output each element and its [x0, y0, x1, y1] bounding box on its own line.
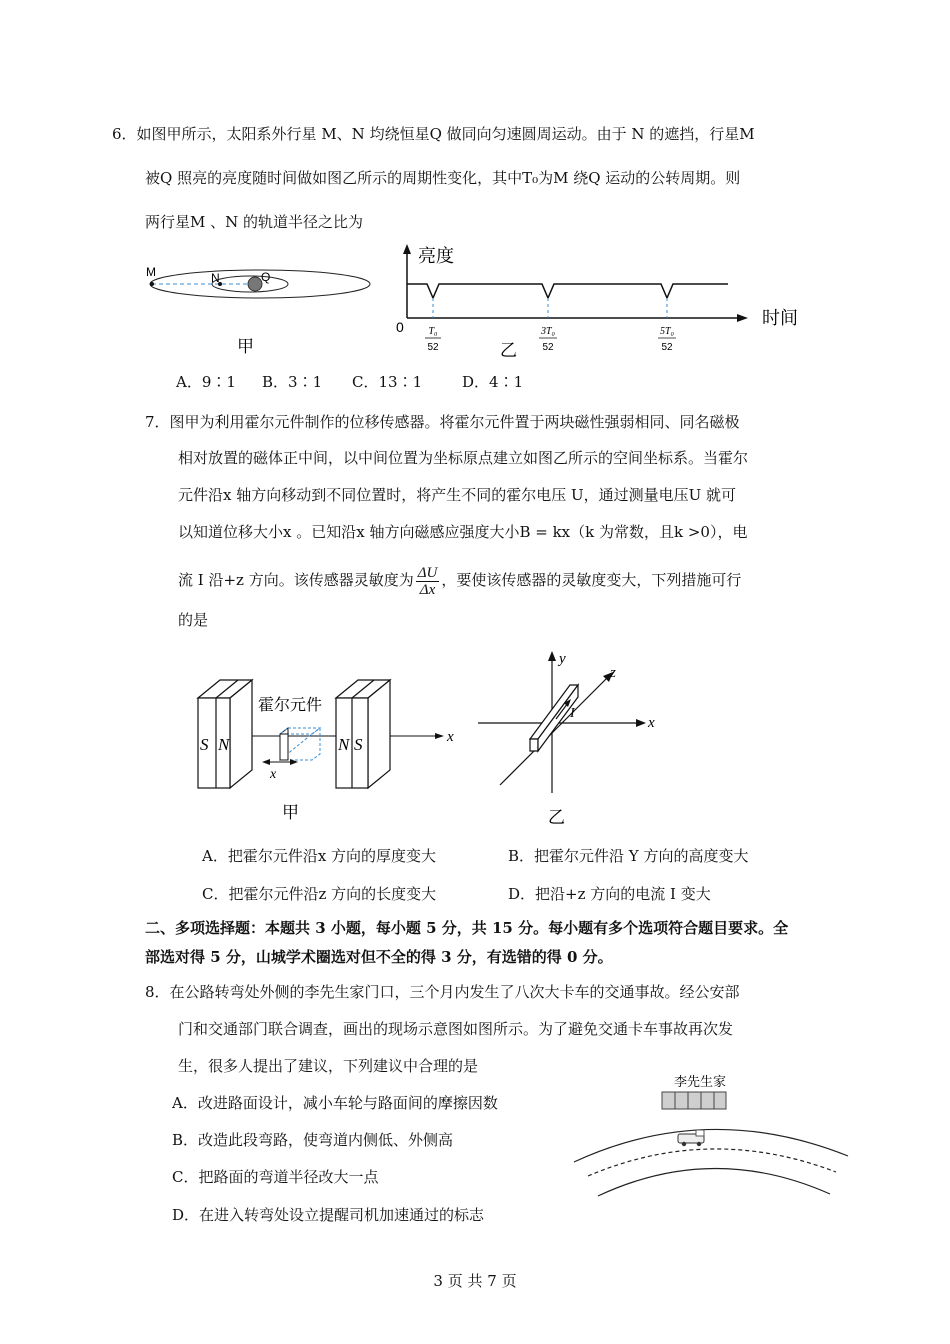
tick2-num: 3T₀ — [540, 326, 556, 337]
planet-m — [150, 282, 154, 286]
q6-figure-jia — [140, 262, 380, 362]
road-inner-edge — [598, 1168, 830, 1196]
origin-label: 0 — [396, 319, 404, 335]
q8-stem-line3: 生，很多人提出了建议，下列建议中合理的是 — [178, 1057, 479, 1075]
sensitivity-fraction — [416, 565, 440, 598]
label-q: Q — [261, 270, 271, 284]
section2-heading-line2: 部选对得 5 分，山城学术圈选对但不全的得 3 分，有选错的得 0 分。 — [145, 948, 613, 966]
caption-jia: 甲 — [282, 803, 299, 822]
q8-stem-line1: 8．在公路转弯处外侧的李先生家门口，三个月内发生了八次大卡车的交通事故。经公安部 — [145, 983, 740, 1001]
q7-figure-jia — [190, 668, 470, 828]
q7-option-b[interactable]: B．把霍尔元件沿 Y 方向的高度变大 — [508, 847, 749, 865]
q7-option-a[interactable]: A．把霍尔元件沿x 方向的厚度变大 — [202, 847, 437, 865]
road-outer-edge — [574, 1129, 848, 1162]
label-n: N — [211, 271, 220, 285]
q8-option-d[interactable]: D．在进入转弯处设立提醒司机加速通过的标志 — [172, 1206, 485, 1224]
brightness-curve — [407, 284, 728, 298]
caption-jia: 甲 — [237, 337, 254, 356]
tick2-den: 52 — [542, 342, 554, 353]
q6-option-c[interactable]: C．13∶1 — [352, 373, 423, 391]
y-axis-label: 亮度 — [418, 246, 454, 266]
q7-stem-line3: 元件沿x 轴方向移动到不同位置时，将产生不同的霍尔电压 U，通过测量电压U 就可 — [178, 486, 737, 504]
q7-stem-line2: 相对放置的磁体正中间，以中间位置为坐标原点建立如图乙所示的空间坐标系。当霍尔 — [178, 449, 749, 467]
label-m: M — [146, 265, 156, 279]
q8-option-c[interactable]: C．把路面的弯道半径改大一点 — [172, 1168, 379, 1186]
q8-option-b[interactable]: B．改造此段弯路，使弯道内侧低、外侧高 — [172, 1131, 454, 1149]
caption-yi: 乙 — [548, 808, 565, 827]
q8-road-figure — [568, 1070, 858, 1206]
fraction-denominator: Δx — [419, 581, 436, 598]
q8-option-a[interactable]: A．改进路面设计，减小车轮与路面间的摩擦因数 — [172, 1094, 498, 1112]
right-magnet-s: S — [354, 735, 363, 754]
left-magnet-s: S — [200, 735, 209, 754]
tick3-den: 52 — [661, 342, 673, 353]
caption-yi: 乙 — [500, 341, 517, 360]
q6-stem-line3: 两行星M 、N 的轨道半径之比为 — [145, 213, 364, 231]
tick1-den: 52 — [427, 342, 439, 353]
q7-stem-line5 — [178, 560, 741, 600]
q7-stem-line6: 的是 — [178, 611, 209, 629]
hall-element — [280, 734, 288, 760]
road-center-line — [588, 1149, 836, 1176]
house-label: 李先生家 — [673, 1074, 727, 1089]
q7-figure-yi — [470, 645, 670, 830]
q7-stem-line5b: ，要使该传感器的灵敏度变大，下列措施可行 — [441, 571, 742, 589]
z-axis — [500, 677, 608, 785]
fraction-numerator: ΔU — [417, 564, 438, 581]
page-footer: 3 页 共 7 页 — [433, 1272, 517, 1290]
hall-element-label: 霍尔元件 — [258, 697, 323, 714]
q7-stem-line5a: 流 I 沿+z 方向。该传感器灵敏度为 — [178, 571, 414, 589]
x-axis-arrow — [737, 314, 748, 322]
displacement-x-label: x — [270, 767, 277, 782]
truck-icon — [678, 1130, 704, 1146]
q6-stem-line2: 被Q 照亮的亮度随时间做如图乙所示的周期性变化，其中T₀为M 绕Q 运动的公转周期。则 — [145, 169, 741, 187]
q7-stem-line4: 以知道位移大小x 。已知沿x 轴方向磁感应强度大小B = kx（k 为常数，且k >0），电 — [178, 523, 748, 541]
x-axis-label: x — [447, 729, 454, 745]
tick3-num: 5T₀ — [659, 326, 675, 337]
q6-option-b[interactable]: B．3∶1 — [262, 373, 323, 391]
house — [662, 1092, 726, 1109]
q6-option-d[interactable]: D．4∶1 — [462, 373, 524, 391]
q6-option-a[interactable]: A．9∶1 — [176, 373, 236, 391]
q8-stem-line2: 门和交通部门联合调查，画出的现场示意图如图所示。为了避免交通卡车事故再次发 — [178, 1020, 734, 1038]
y-axis-label: y — [559, 651, 566, 667]
right-magnet-n: N — [338, 735, 350, 754]
q7-option-c[interactable]: C．把霍尔元件沿z 方向的长度变大 — [202, 885, 437, 903]
q7-stem-line1: 7．图甲为利用霍尔元件制作的位移传感器。将霍尔元件置于两块磁性强弱相同、同名磁极 — [145, 413, 740, 431]
q7-option-d[interactable]: D．把沿+z 方向的电流 I 变大 — [508, 885, 711, 903]
section2-heading-line1: 二、多项选择题：本题共 3 小题，每小题 5 分，共 15 分。每小题有多个选项符合题目要求。全 — [145, 919, 789, 937]
left-magnet-n: N — [218, 735, 230, 754]
q6-figure-yi — [390, 240, 810, 362]
x-axis-label: 时间 — [762, 308, 798, 328]
tick1-num: T₀ — [428, 326, 438, 337]
x-axis-label: x — [648, 715, 655, 731]
star-q — [248, 277, 262, 291]
y-axis-arrow — [403, 244, 411, 254]
q6-stem-line1: 6．如图甲所示，太阳系外行星 M、N 均绕恒星Q 做同向匀速圆周运动。由于 N 的遮挡，行星M — [112, 125, 755, 143]
z-axis-label: z — [610, 665, 616, 681]
current-label: I — [570, 706, 575, 721]
